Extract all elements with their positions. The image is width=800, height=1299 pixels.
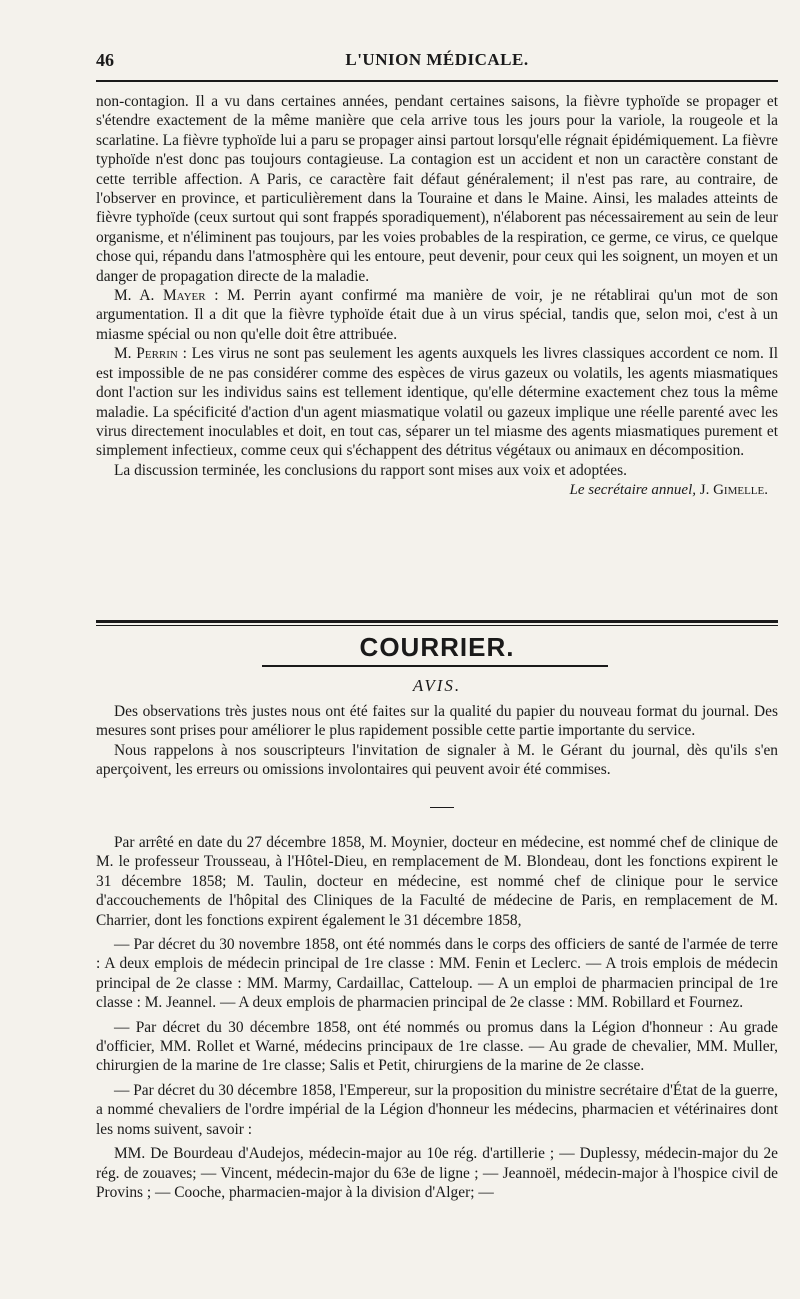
courrier-underline <box>262 665 608 667</box>
speaker-name: M. Perrin : <box>114 345 187 363</box>
speaker-text: Les virus ne sont pas seulement les agents auxquels les livres classiques accordent ce nom. Il est impossible de ne pas considérer comme des espèces de virus gazeux ou volatils, les agents miasmatiques dont l'action sur les individus sains est tellement identique, qu'elle détermine exactement chez tous la même maladie. La spécificité d'action d'un agent miasmatique volatil ou gazeux implique une réelle parenté avec les virus directement inoculables et doit, en tout cas, séparer un tel miasme des agents miasmatiques purement et simplement infectieux, comme ceux qui s'échappent des détritus végétaux ou animaux en décomposition. <box>96 345 778 460</box>
header-rule <box>96 80 778 82</box>
news-paragraph: Par arrêté en date du 27 décembre 1858, M. Moynier, docteur en médecine, est nommé chef de clinique de M. le professeur Trousseau, à l'Hôtel-Dieu, en remplacement de M. Blondeau, dont les fonctions expirent le 31 décembre 1858; M. Taulin, docteur en médecine, est nommé chef de clinique pour le service d'accouchements de l'hôpital des Cliniques de la Faculté de médecine de Paris, en remplacement de M. Charrier, dont les fonctions expirent également le 31 décembre 1858, <box>96 834 778 929</box>
mayer-paragraph <box>96 286 778 344</box>
news-paragraph: — Par décret du 30 novembre 1858, ont été nommés dans le corps des officiers de santé de l'armée de terre : A deux emplois de médecin principal de 1re classe : MM. Fenin et Leclerc. — A trois emplois de médecin principal de 2e classe : MM. Marmy, Cardaillac, Catteloup. — A un emploi de pharmacien principal de 1re classe : M. Jeannel. — A deux emplois de pharmacien principal de 2e classe : MM. Robillard et Fournez. <box>96 936 778 1012</box>
avis-paragraph: Des observations très justes nous ont été faites sur la qualité du papier du nouveau format du journal. Des mesures sont prises pour améliorer le plus rapidement possible cette partie importante du service. <box>96 703 778 740</box>
news-section <box>96 833 778 1207</box>
discussion-paragraph: non-contagion. Il a vu dans certaines années, pendant certaines saisons, la fièvre typhoïde se propager et s'étendre exactement de la même manière que cela arrive tous les jours pour la variole, la rougeole et la scarlatine. La fièvre typhoïde lui a paru se propager ainsi partout lorsqu'elle régnait épidémiquement. La fièvre typhoïde n'est donc pas toujours contagieuse. La contagion est un accident et non un caractère constant de cette terrible affection. A Paris, ce caractère fait défaut généralement; il n'est pas rare, au contraire, de l'observer en province, et particulièrement dans la Touraine et dans le Maine. Ainsi, les malades atteints de fièvre typhoïde (ceux surtout qui sont frappés sporadiquement), n'élaborent pas nécessairement au sein de leur organisme, et n'éliminent pas toujours, par les voies probables de la respiration, ce germe, ce virus, ce quelque chose qui, répandu dans l'atmosphère qui les entoure, peut devenir, pour ceux qui les soignent, un moyen et un danger de propagation directe de la maladie. <box>96 93 778 285</box>
news-paragraph: MM. De Bourdeau d'Audejos, médecin-major au 10e rég. d'artillerie ; — Duplessy, médecin-major du 2e rég. de zouaves; — Vincent, médecin-major du 63e de ligne ; — Jeannoël, médecin-major à l'hospice civil de Provins ; — Cooche, pharmacien-major à la division d'Alger; — <box>96 1145 778 1201</box>
avis-paragraph: Nous rappelons à nos souscripteurs l'invitation de signaler à M. le Gérant du journal, dès qu'ils s'en aperçoivent, les erreurs ou omissions involontaires qui peuvent avoir été commises. <box>96 741 778 779</box>
section-divider-thick <box>96 620 778 623</box>
short-divider <box>430 807 454 808</box>
signature <box>96 480 778 500</box>
news-paragraph: — Par décret du 30 décembre 1858, l'Empereur, sur la proposition du ministre secrétaire d'État de la guerre, a nommé chevaliers de l'ordre impérial de la Légion d'honneur les médecins, pharmacien et vétérinaires dont les noms suivent, savoir : <box>96 1081 778 1138</box>
news-paragraph: — Par décret du 30 décembre 1858, ont été nommés ou promus dans la Légion d'honneur : Au grade d'officier, MM. Rollet et Warné, médecins principaux de 1re classe. — Au grade de chevalier, MM. Muller, chirurgien de la marine de 1re classe; Salis et Petit, chirurgiens de la marine de 2e classe. <box>96 1018 778 1075</box>
section-divider-thin <box>96 625 778 626</box>
courrier-heading: COURRIER. <box>359 632 515 662</box>
page-number: 46 <box>96 50 114 70</box>
page-header <box>96 50 778 72</box>
conclusion-paragraph: La discussion terminée, les conclusions du rapport sont mises aux voix et adoptées. <box>114 461 627 479</box>
avis-title: AVIS. <box>412 676 462 695</box>
discussion-section <box>96 92 778 500</box>
speaker-text: M. Perrin ayant confirmé ma manière de voir, je ne rétablirai qu'un mot de son argumentation. Il a dit que la fièvre typhoïde était due à un virus spécial, tandis que, selon moi, c'est à un miasme spécial ou non qu'elle doit être attribuée. <box>96 287 778 343</box>
avis-section <box>96 702 778 780</box>
speaker-name: M. A. Mayer : <box>114 287 219 305</box>
signature-role: Le secrétaire annuel, <box>569 482 696 499</box>
journal-title: L'UNION MÉDICALE. <box>345 50 529 69</box>
perrin-paragraph <box>96 344 778 460</box>
signature-name: J. Gimelle. <box>699 482 768 499</box>
